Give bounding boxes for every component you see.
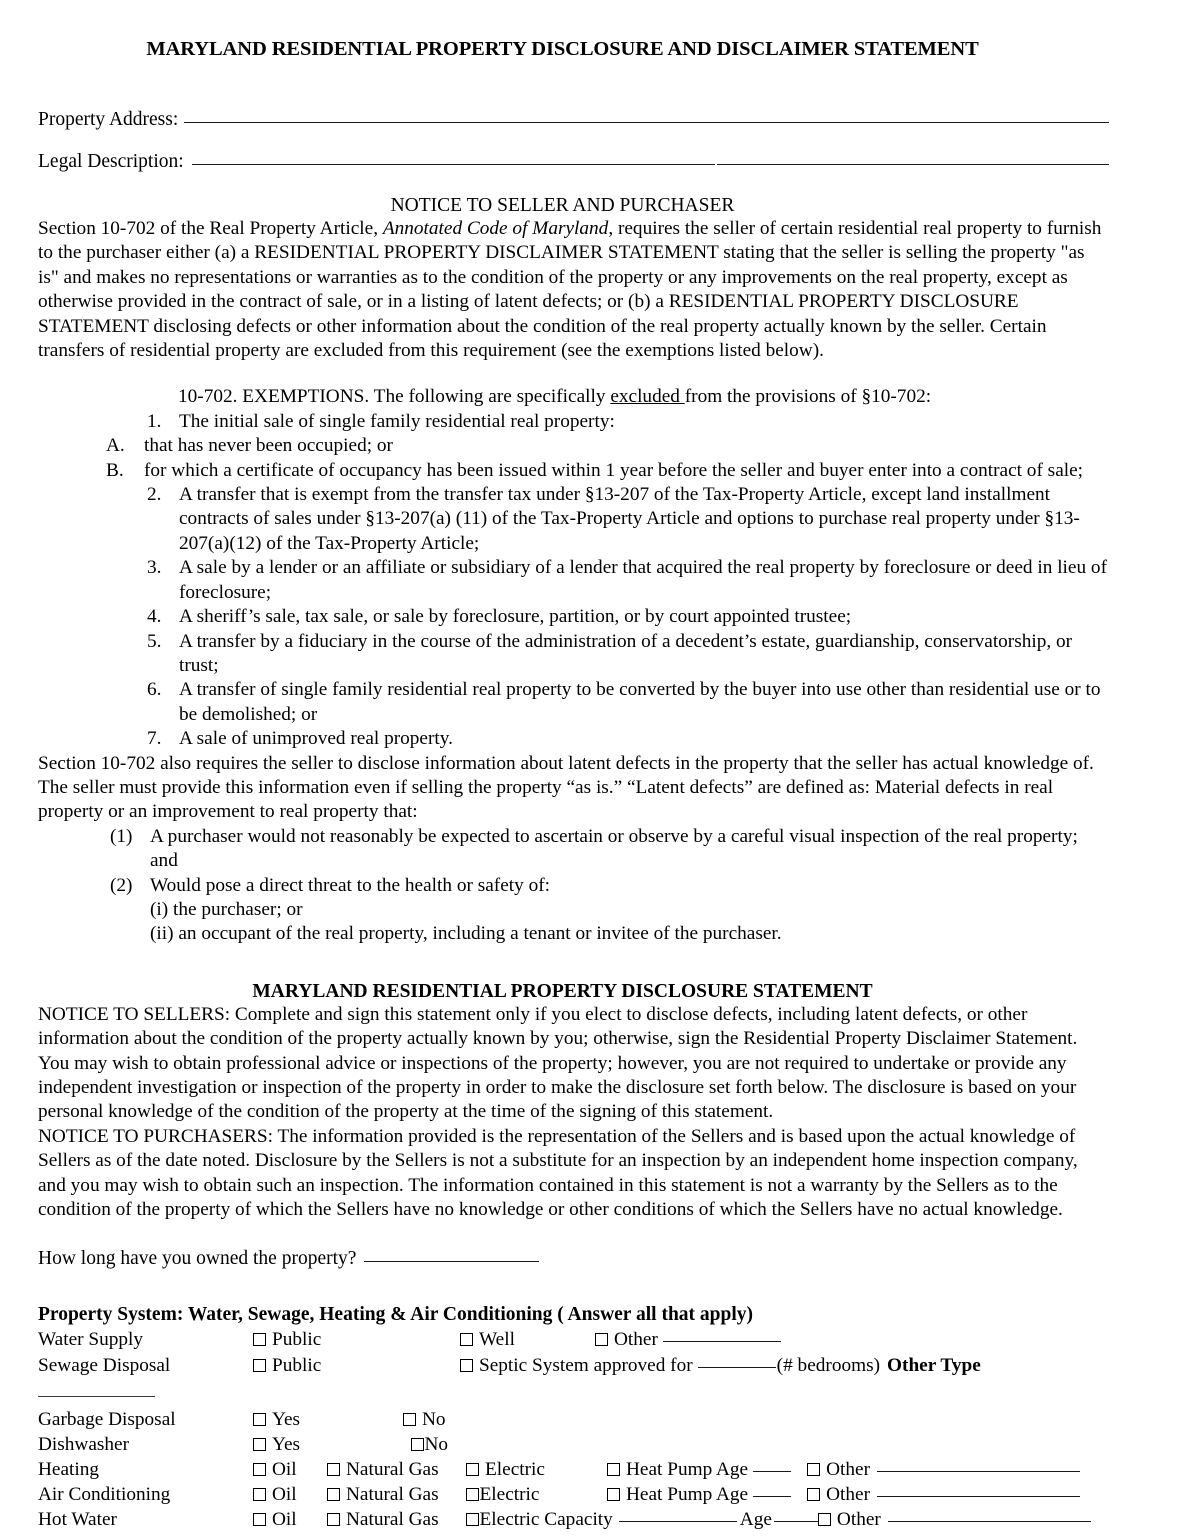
garbage-disposal-row	[38, 1407, 1109, 1432]
water-supply-well-option[interactable]	[460, 1327, 595, 1352]
list-item	[143, 410, 1109, 434]
checkbox-icon[interactable]	[403, 1413, 416, 1426]
exemptions-list-rest	[38, 483, 1109, 751]
exemptions-sublist-1	[38, 434, 1109, 483]
checkbox-icon[interactable]	[253, 1438, 266, 1451]
checkbox-icon[interactable]	[466, 1513, 479, 1526]
garbage-disposal-label: Garbage Disposal	[38, 1408, 176, 1430]
checkbox-icon[interactable]	[253, 1359, 266, 1372]
water-supply-public-option[interactable]	[253, 1327, 460, 1352]
sewage-other-type-label: Other Type	[887, 1354, 981, 1376]
page-title: MARYLAND RESIDENTIAL PROPERTY DISCLOSURE AND DISCLAIMER STATEMENT	[146, 38, 979, 60]
list-text: for which a certificate of occupancy has been issued within 1 year before the seller and buyer enter into a contract of sale;	[144, 459, 1084, 481]
list-marker: (1)	[110, 825, 133, 847]
list-text: The initial sale of single family residential real property:	[179, 410, 615, 432]
list-text: that has never been occupied; or	[144, 435, 393, 457]
checkbox-icon[interactable]	[253, 1413, 266, 1426]
septic-bedrooms-input[interactable]	[698, 1367, 776, 1368]
garbage-yes-option[interactable]	[253, 1407, 403, 1432]
ac-heat-pump-age-input[interactable]	[753, 1496, 791, 1497]
notice-para-part-a: Section 10-702 of the Real Property Article,	[38, 218, 383, 239]
hot-water-capacity-input[interactable]	[619, 1521, 737, 1522]
septic-bedrooms-note: (# bedrooms)	[776, 1354, 881, 1376]
water-supply-other-input[interactable]	[663, 1341, 781, 1342]
list-item	[143, 556, 1109, 605]
option-label: Yes	[272, 1433, 301, 1455]
option-label: Electric Capacity	[479, 1508, 613, 1530]
list-marker: 5.	[147, 630, 162, 652]
option-label: Other	[836, 1508, 881, 1530]
checkbox-icon[interactable]	[466, 1488, 479, 1501]
list-item	[106, 459, 1109, 483]
notice-to-sellers-paragraph: NOTICE TO SELLERS: Complete and sign this statement only if you elect to disclose defects, including latent defects, or other information about the condition of the property actually known by you; otherwise, sign the Residential Property Disclaimer Statement. You may wish to obtain professional advice or inspections of the property; however, you are not required to undertake or provide any independent investigation or inspection of the property in order to make the disclosure set forth below. The disclosure is based on your personal knowledge of the condition of the property at the time of the signing of this statement.	[38, 1003, 1078, 1123]
ac-heat-pump-option[interactable]	[607, 1482, 748, 1507]
property-system-heading: Property System: Water, Sewage, Heating & Air Conditioning ( Answer all that apply)	[38, 1304, 754, 1326]
exemptions-intro-b: from the provisions of §10-702:	[684, 386, 932, 408]
air-conditioning-row	[38, 1482, 1109, 1507]
latent-defects-roman-i: (i) the purchaser; or	[150, 898, 303, 920]
list-item	[143, 605, 1109, 629]
option-label: Natural Gas	[346, 1458, 439, 1480]
list-text: A sale of unimproved real property.	[179, 728, 453, 750]
option-label: Oil	[272, 1483, 297, 1505]
option-label: Natural Gas	[346, 1508, 439, 1530]
checkbox-icon[interactable]	[253, 1513, 266, 1526]
ac-other-option[interactable]	[807, 1482, 870, 1507]
legal-description-input-part2[interactable]	[717, 164, 1109, 165]
list-text: A transfer that is exempt from the transfer tax under §13-207 of the Tax-Property Article, except land installment contracts of sales under §13-207(a) (11) of the Tax-Property Article and options to purchase real property under §13-207(a)(12) of the Tax-Property Article;	[179, 484, 1080, 554]
heating-natural-gas-option[interactable]	[327, 1457, 466, 1482]
option-label: Other	[826, 1483, 871, 1505]
option-label: Well	[479, 1329, 515, 1351]
option-label: Electric	[479, 1483, 540, 1505]
option-label: Public	[272, 1329, 322, 1351]
property-address-row	[38, 109, 1109, 131]
checkbox-icon[interactable]	[253, 1488, 266, 1501]
dishwasher-yes-option[interactable]	[253, 1432, 403, 1457]
ac-oil-option[interactable]	[253, 1482, 327, 1507]
ac-other-input[interactable]	[877, 1496, 1080, 1497]
hot-water-other-option[interactable]	[818, 1507, 881, 1532]
notice-para-part-b: , requires the seller of certain residential real property to furnish to the purchaser either (a) a RESIDENTIAL PROPERTY DISCLAIMER STATEMENT stating that the seller is selling the property "as is" and makes no representations or warranties as to the condition of the property or any improvements on the real property, except as otherwise provided in the contract of sale, or in a listing of latent defects; or (b) a RESIDENTIAL PROPERTY DISCLOSURE STATEMENT disclosing defects or other information about the condition of the real property actually known by the seller. Certain transfers of residential property are excluded from this requirement (see the exemptions listed below).	[38, 218, 1102, 362]
list-text: A transfer by a fiduciary in the course of the administration of a decedent’s estate, guardianship, conservatorship, or trust;	[179, 630, 1073, 676]
property-address-input[interactable]	[184, 122, 1109, 123]
legal-description-input-part1[interactable]	[192, 164, 715, 165]
how-long-owned-label: How long have you owned the property?	[38, 1248, 357, 1270]
exemptions-list	[38, 410, 1109, 434]
ac-natural-gas-option[interactable]	[327, 1482, 466, 1507]
option-label: Other	[826, 1458, 871, 1480]
hot-water-age-input[interactable]	[774, 1521, 818, 1522]
latent-defects-roman-ii: (ii) an occupant of the real property, including a tenant or invitee of the purchaser.	[150, 923, 782, 945]
how-long-owned-input[interactable]	[364, 1261, 539, 1262]
heating-heat-pump-age-input[interactable]	[753, 1471, 791, 1472]
list-marker: A.	[106, 435, 125, 457]
sewage-disposal-row	[38, 1353, 1109, 1378]
exemptions-block	[38, 385, 1109, 751]
list-marker: 2.	[147, 484, 162, 506]
hot-water-label: Hot Water	[38, 1508, 117, 1530]
dishwasher-label: Dishwasher	[38, 1433, 130, 1455]
legal-description-row	[38, 151, 1109, 173]
checkbox-icon[interactable]	[607, 1488, 620, 1501]
hot-water-other-input[interactable]	[888, 1521, 1091, 1522]
latent-defects-list	[38, 825, 1109, 898]
disclosure-statement-heading: MARYLAND RESIDENTIAL PROPERTY DISCLOSURE STATEMENT	[252, 980, 873, 1002]
property-address-label: Property Address:	[38, 109, 179, 130]
heating-oil-option[interactable]	[253, 1457, 327, 1482]
list-marker: 6.	[147, 679, 162, 701]
list-item	[106, 434, 1109, 458]
list-item	[143, 630, 1109, 679]
checkbox-icon[interactable]	[807, 1463, 820, 1476]
exemptions-intro-underline: excluded	[610, 386, 685, 408]
list-item	[110, 874, 1109, 898]
exemptions-intro-a: 10-702. EXEMPTIONS. The following are specifically	[178, 386, 611, 408]
heating-electric-option[interactable]	[466, 1457, 607, 1482]
option-label: Oil	[272, 1508, 297, 1530]
checkbox-icon[interactable]	[253, 1463, 266, 1476]
list-text: Would pose a direct threat to the health or safety of:	[150, 874, 551, 896]
list-item	[143, 727, 1109, 751]
option-label: Yes	[272, 1408, 301, 1430]
notice-seller-purchaser-heading: NOTICE TO SELLER AND PURCHASER	[390, 195, 735, 216]
list-marker: (2)	[110, 874, 133, 896]
garbage-no-option[interactable]	[403, 1407, 446, 1432]
dishwasher-row	[38, 1432, 1109, 1457]
option-label: Other	[614, 1329, 658, 1351]
option-label: No	[422, 1408, 446, 1430]
checkbox-icon[interactable]	[607, 1463, 620, 1476]
hot-water-oil-option[interactable]	[253, 1507, 327, 1532]
checkbox-icon[interactable]	[595, 1333, 608, 1346]
list-marker: 7.	[147, 728, 162, 750]
sewage-septic-option[interactable]	[460, 1353, 693, 1378]
dishwasher-no-option[interactable]	[411, 1432, 448, 1457]
list-marker: B.	[106, 459, 124, 481]
checkbox-icon[interactable]	[807, 1488, 820, 1501]
list-marker: 3.	[147, 557, 162, 579]
checkbox-icon[interactable]	[460, 1333, 473, 1346]
hot-water-row	[38, 1507, 1109, 1532]
exemptions-intro	[178, 385, 1109, 409]
checkbox-icon[interactable]	[327, 1488, 340, 1501]
checkbox-icon[interactable]	[460, 1359, 473, 1372]
how-long-owned-row	[38, 1248, 1109, 1270]
list-item	[110, 825, 1109, 874]
checkbox-icon[interactable]	[411, 1438, 424, 1451]
air-conditioning-label: Air Conditioning	[38, 1483, 171, 1505]
list-text: A sheriff’s sale, tax sale, or sale by foreclosure, partition, or by court appointed trustee;	[179, 606, 852, 628]
list-text: A transfer of single family residential real property to be converted by the buyer into use other than residential use or to be demolished; or	[179, 679, 1101, 725]
option-label: Heat Pump Age	[626, 1483, 749, 1505]
heating-other-option[interactable]	[807, 1457, 870, 1482]
heating-heat-pump-option[interactable]	[607, 1457, 748, 1482]
hot-water-natural-gas-option[interactable]	[327, 1507, 466, 1532]
list-item	[143, 678, 1109, 727]
heating-row	[38, 1457, 1109, 1482]
checkbox-icon[interactable]	[327, 1513, 340, 1526]
water-supply-label: Water Supply	[38, 1329, 144, 1351]
option-label: Oil	[272, 1458, 297, 1480]
sewage-public-option[interactable]	[253, 1353, 460, 1378]
sewage-disposal-label: Sewage Disposal	[38, 1354, 171, 1376]
list-marker: 1.	[147, 410, 162, 432]
notice-seller-purchaser-paragraph	[38, 217, 1109, 363]
option-label: Electric	[485, 1458, 545, 1480]
legal-description-label: Legal Description:	[38, 151, 184, 172]
checkbox-icon[interactable]	[818, 1513, 831, 1526]
option-label: Natural Gas	[346, 1483, 439, 1505]
option-label: No	[424, 1433, 449, 1455]
ac-electric-option[interactable]	[466, 1482, 607, 1507]
hot-water-age-label: Age	[739, 1508, 772, 1530]
checkbox-icon[interactable]	[327, 1463, 340, 1476]
water-supply-row	[38, 1327, 1109, 1352]
notice-to-purchasers-paragraph: NOTICE TO PURCHASERS: The information provided is the representation of the Sellers and is based upon the actual knowledge of Sellers as of the date noted. Disclosure by the Sellers is not a substitute for an inspection by an independent home inspection company, and you may wish to obtain such an inspection. The information contained in this statement is not a warranty by the Sellers as to the condition of the property of which the Sellers have no knowledge or other conditions of which the Sellers have no actual knowledge.	[38, 1125, 1078, 1221]
list-text: A purchaser would not reasonably be expected to ascertain or observe by a careful visual inspection of the real property; and	[150, 825, 1078, 872]
annotated-code-citation: Annotated Code of Maryland	[382, 218, 609, 239]
option-label: Heat Pump Age	[626, 1458, 749, 1480]
list-text: A sale by a lender or an affiliate or subsidiary of a lender that acquired the real property by foreclosure or deed in lieu of foreclosure;	[179, 557, 1107, 603]
heating-other-input[interactable]	[877, 1471, 1080, 1472]
property-system-section	[38, 1304, 1109, 1532]
checkbox-icon[interactable]	[253, 1333, 266, 1346]
sewage-other-type-input[interactable]	[38, 1396, 155, 1397]
heating-label: Heating	[38, 1458, 100, 1480]
list-marker: 4.	[147, 606, 162, 628]
option-label: Public	[272, 1354, 322, 1376]
list-item	[143, 483, 1109, 556]
hot-water-electric-option[interactable]	[466, 1507, 613, 1532]
checkbox-icon[interactable]	[466, 1463, 479, 1476]
water-supply-other-option[interactable]	[595, 1327, 658, 1352]
option-label: Septic System approved for	[479, 1354, 693, 1376]
latent-defects-paragraph: Section 10-702 also requires the seller to disclose information about latent defects in the property that the seller has actual knowledge of. The seller must provide this information even if selling the property “as is.” “Latent defects” are defined as: Material defects in real property or an improvement to real property that:	[38, 752, 1094, 823]
